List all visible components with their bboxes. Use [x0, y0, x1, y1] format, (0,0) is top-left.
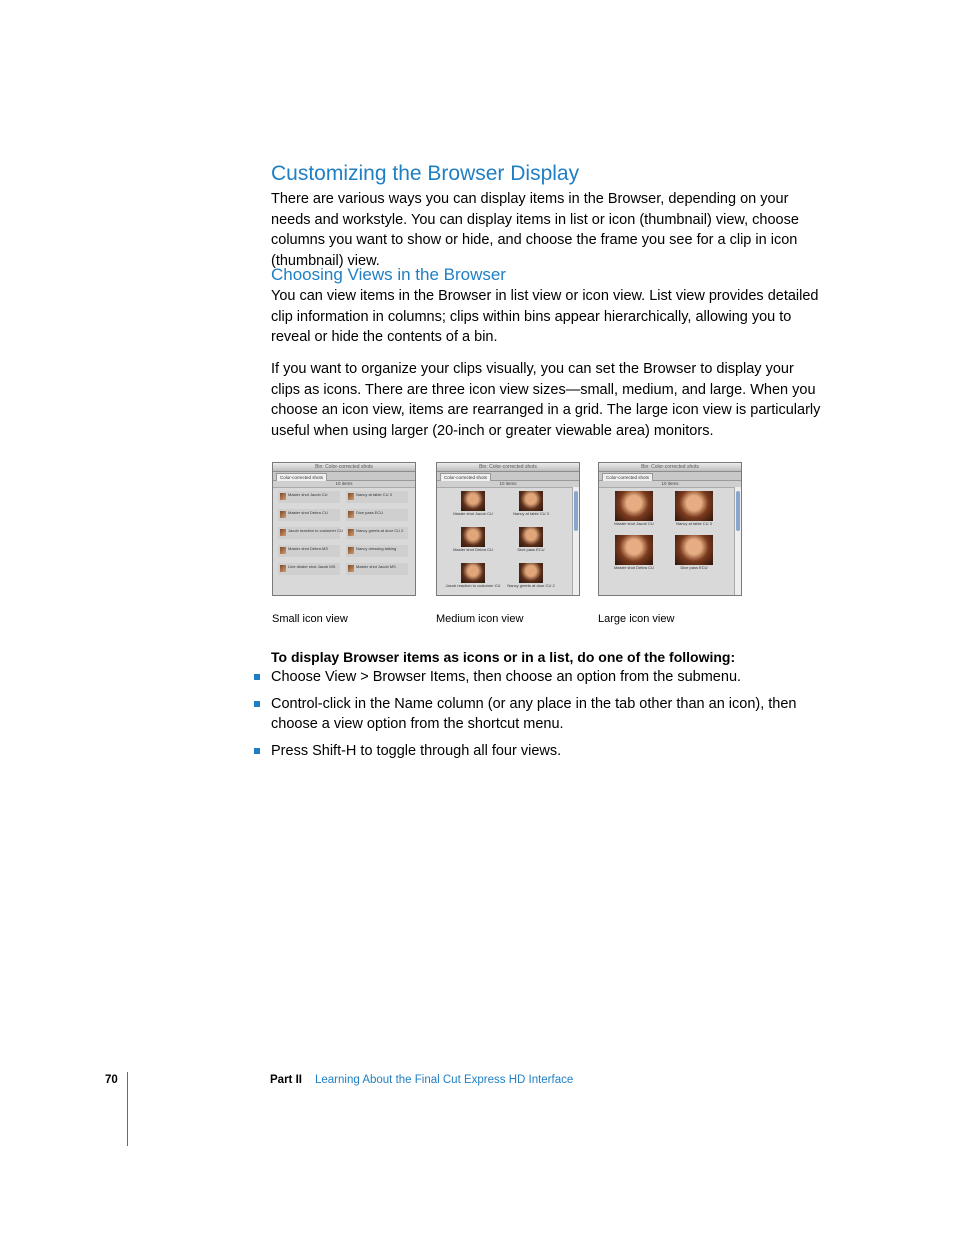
window-title: Bin: Color-corrected shots — [479, 464, 537, 470]
medium-icon-view-caption: Medium icon view — [436, 613, 524, 625]
medium-icon-view-screenshot — [436, 462, 580, 596]
clip-item: Master shot Jacob CU — [448, 491, 498, 516]
clip-item: Dice pass ECU — [346, 509, 408, 521]
window-title: Bin: Color-corrected shots — [641, 464, 699, 470]
footer-divider — [127, 1072, 128, 1146]
clip-thumbnail — [348, 493, 354, 500]
item-count: 10 items — [599, 481, 741, 488]
clip-thumbnail — [519, 527, 543, 547]
section-heading: Customizing the Browser Display — [271, 162, 580, 185]
steps-list — [271, 667, 831, 767]
scrollbar[interactable] — [572, 487, 579, 595]
clip-item: Dice pass ECU — [666, 535, 722, 570]
clip-thumbnail — [461, 563, 485, 583]
bullet-icon — [254, 748, 260, 754]
item-count: 10 items — [273, 481, 415, 488]
clip-thumbnail — [348, 529, 354, 536]
clip-thumbnail — [461, 491, 485, 511]
clip-thumbnail — [519, 563, 543, 583]
clip-item: Nancy at table CU 3 — [506, 491, 556, 516]
scroll-thumb[interactable] — [736, 491, 740, 531]
part-title: Learning About the Final Cut Express HD Interface — [315, 1074, 574, 1086]
clip-thumbnail — [280, 565, 286, 572]
paragraph-list-view: You can view items in the Browser in list view or icon view. List view provides detailed clip information in columns; clips within bins appear hierarchically, allowing you to reveal or hide the contents of a bin. — [271, 288, 819, 345]
page-number: 70 — [105, 1074, 118, 1086]
clip-item: Dice pass ECU — [506, 527, 556, 552]
clip-item: Nancy greets at door CU 2 — [504, 563, 558, 588]
bullet-icon — [254, 674, 260, 680]
clip-thumbnail — [675, 491, 713, 521]
step-item: Choose View > Browser Items, then choose an option from the submenu. — [271, 667, 831, 688]
clip-item: Jacob reaction to customer CU — [444, 563, 502, 588]
large-icon-view-screenshot — [598, 462, 742, 596]
clip-item: Jacob reaction to customer CU — [278, 527, 340, 539]
clip-item: Master shot Debra CU — [278, 509, 340, 521]
clip-item: Nancy dressing talking — [346, 545, 408, 557]
clip-thumbnail — [615, 535, 653, 565]
bin-tab: Color-corrected shots — [602, 473, 653, 481]
clip-item: Master shot Jacob CU — [278, 491, 340, 503]
clip-thumbnail — [280, 511, 286, 518]
clip-item: Nancy at table CU 3 — [346, 491, 408, 503]
clip-item: Nancy greets at door CU 2 — [346, 527, 408, 539]
small-icon-view-screenshot — [272, 462, 416, 596]
clip-thumbnail — [280, 547, 286, 554]
clip-item: Master shot Jacob CU — [606, 491, 662, 526]
step-item: Press Shift-H to toggle through all four views. — [271, 741, 831, 762]
clip-thumbnail — [615, 491, 653, 521]
clip-item: Master shot Debra CU — [606, 535, 662, 570]
bin-tab: Color-corrected shots — [440, 473, 491, 481]
clip-item: Line dealer shot Jacob MS — [278, 563, 340, 575]
scrollbar[interactable] — [734, 487, 741, 595]
paragraph-icon-view: If you want to organize your clips visually, you can set the Browser to display your clips as icons. There are three icon view sizes—small, medium, and large. When you choose an icon view, items are rearranged in a grid. The large icon view is particularly useful when using larger (20-inch or greater viewable area) monitors. — [271, 361, 821, 439]
steps-heading: To display Browser items as icons or in a list, do one of the following: — [271, 649, 736, 665]
intro-paragraph: There are various ways you can display items in the Browser, depending on your needs and workstyle. You can display items in list or icon (thumbnail) view, choose columns you want to show or hide, and choose the frame you see for a clip in icon (thumbnail) view. — [271, 191, 799, 269]
item-count: 10 items — [437, 481, 579, 488]
window-title: Bin: Color-corrected shots — [315, 464, 373, 470]
part-label: Part II — [270, 1074, 302, 1086]
step-item: Control-click in the Name column (or any place in the tab other than an icon), then choose a view option from the shortcut menu. — [271, 694, 831, 735]
clip-thumbnail — [519, 491, 543, 511]
clip-item: Master shot Debra MS — [278, 545, 340, 557]
bin-tab: Color-corrected shots — [276, 473, 327, 481]
clip-thumbnail — [348, 565, 354, 572]
clip-item: Master shot Debra CU — [448, 527, 498, 552]
clip-thumbnail — [348, 547, 354, 554]
clip-item: Nancy at table CU 3 — [666, 491, 722, 526]
small-icon-view-caption: Small icon view — [272, 613, 348, 625]
bullet-icon — [254, 701, 260, 707]
clip-item: Master shot Jacob MS — [346, 563, 408, 575]
clip-thumbnail — [280, 493, 286, 500]
scroll-thumb[interactable] — [574, 491, 578, 531]
subsection-heading: Choosing Views in the Browser — [271, 265, 506, 284]
large-icon-view-caption: Large icon view — [598, 613, 675, 625]
clip-thumbnail — [675, 535, 713, 565]
clip-thumbnail — [461, 527, 485, 547]
clip-thumbnail — [348, 511, 354, 518]
clip-thumbnail — [280, 529, 286, 536]
